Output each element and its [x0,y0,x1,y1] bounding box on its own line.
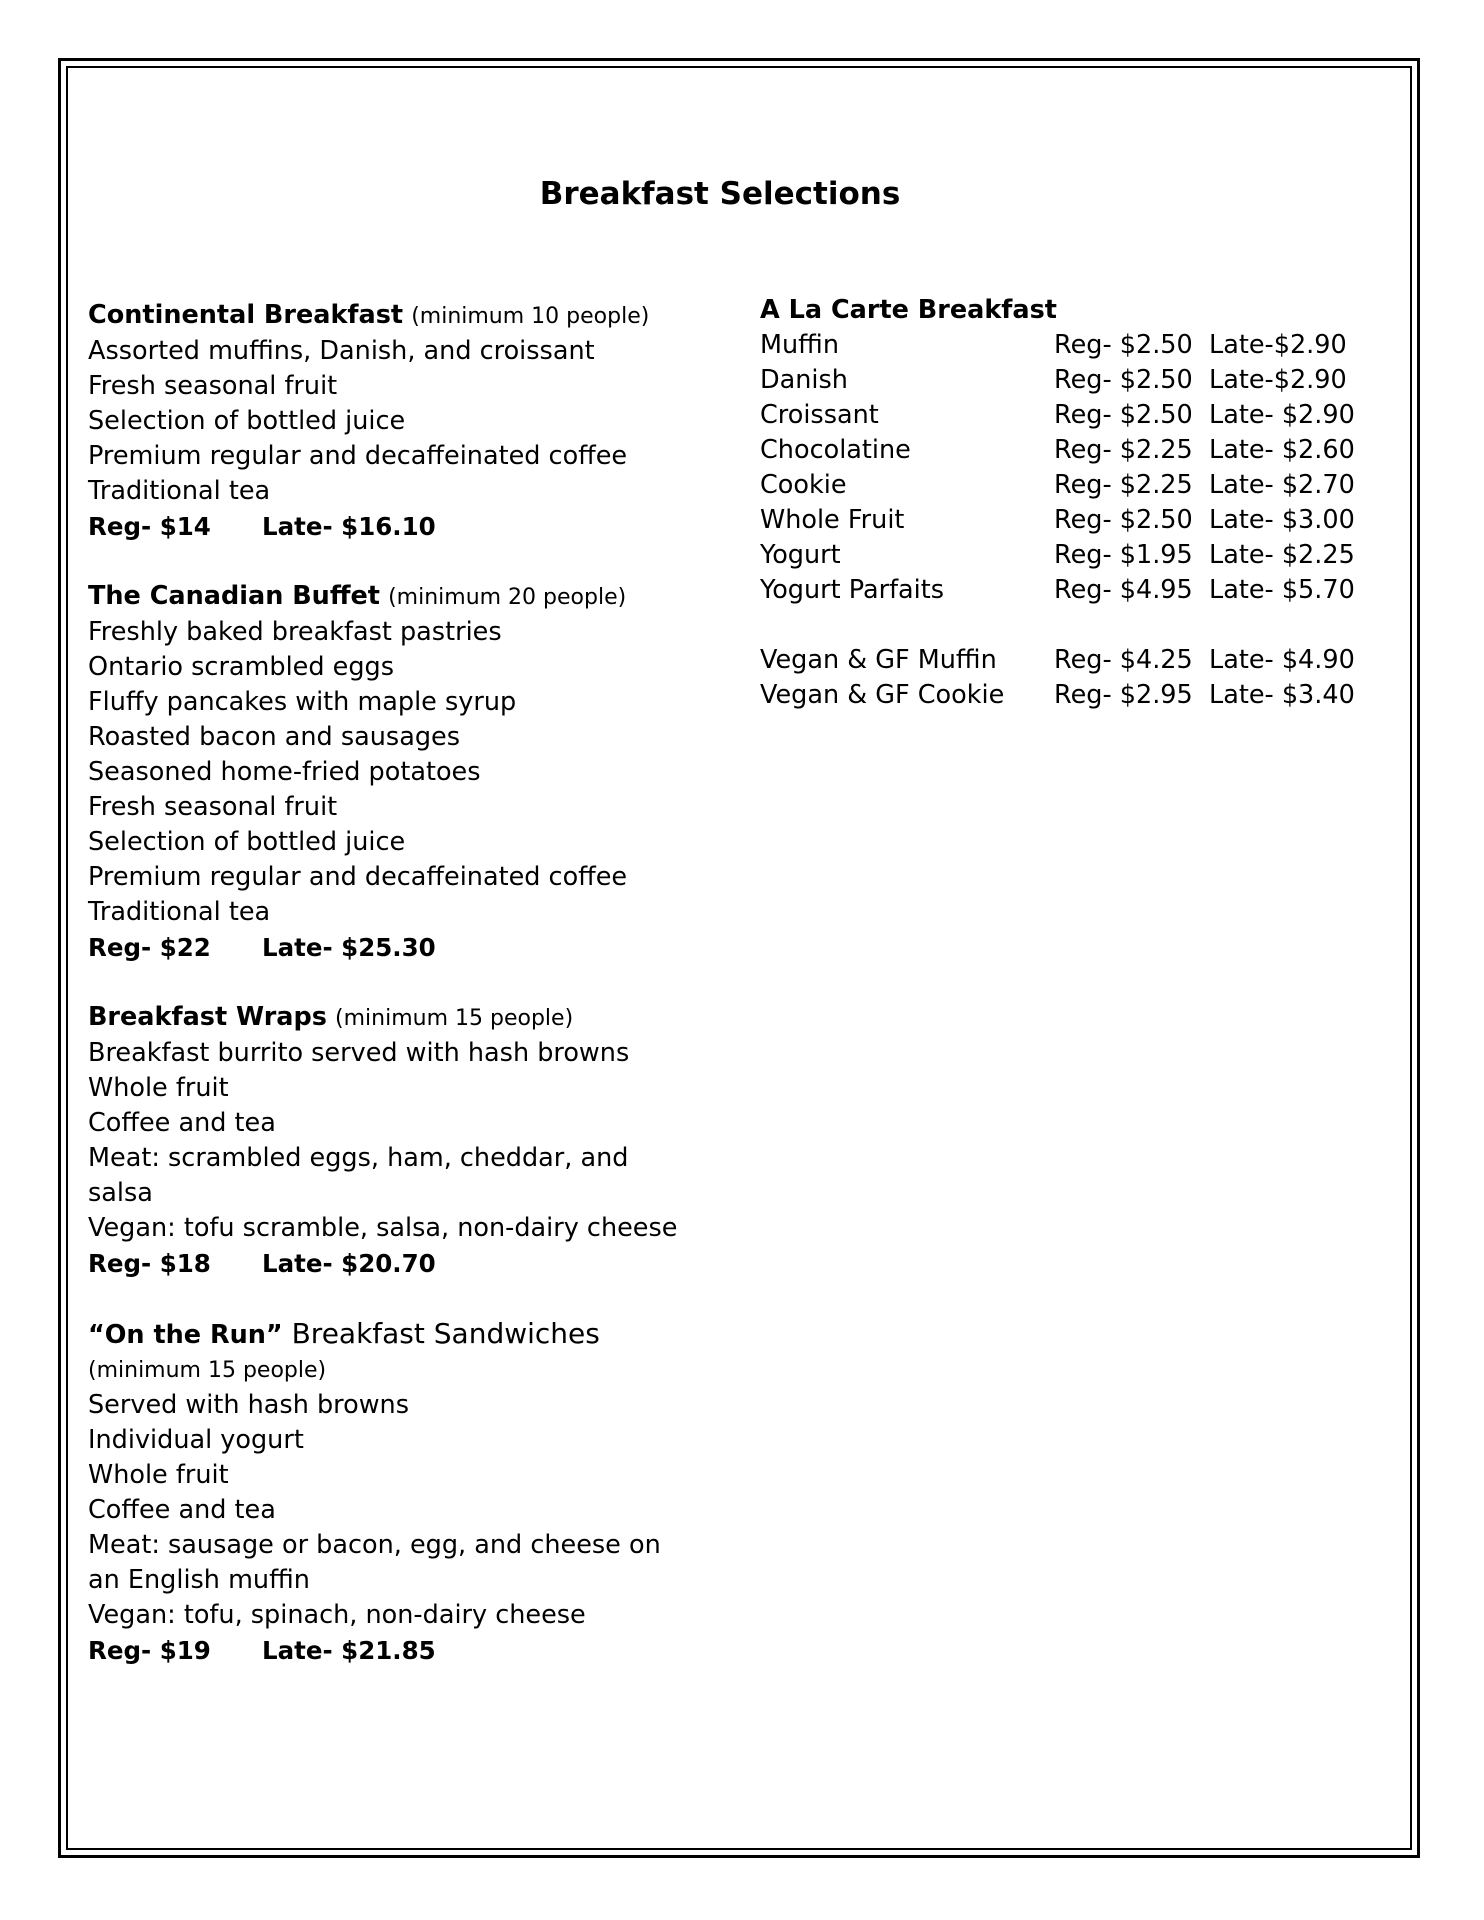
menu-item: Served with hash browns [88,1390,409,1420]
late-price: Late- $16.10 [262,512,436,541]
a-la-carte-column [760,293,1380,713]
late-price: Late- $4.90 [1209,645,1355,675]
regular-price: Reg- $19 [88,1636,211,1665]
late-price: Late- $3.40 [1209,680,1355,710]
price-row [88,509,708,544]
menu-item: Whole fruit [88,1073,229,1103]
menu-item: Selection of bottled juice [88,827,406,857]
late-price: Late- $2.70 [1209,470,1355,500]
late-price: Late-$2.90 [1209,330,1347,360]
menu-section-breakfast-wraps [88,1000,708,1281]
late-price: Late- $2.25 [1209,540,1355,570]
a-la-carte-row [760,573,1380,608]
section-minimum-note: (minimum 15 people) [88,1358,327,1383]
menu-item: Meat: scrambled eggs, ham, cheddar, and salsa [88,1143,629,1208]
regular-price: Reg- $2.50 [1054,400,1193,430]
regular-price: Reg- $2.95 [1054,680,1193,710]
section-minimum-note: (minimum 15 people) [335,1006,574,1031]
menu-item: Traditional tea [88,476,271,506]
menu-item: Individual yogurt [88,1425,304,1455]
a-la-carte-row [760,398,1380,433]
late-price: Late- $25.30 [262,933,436,962]
regular-price: Reg- $4.95 [1054,575,1193,605]
section-name: Continental Breakfast [88,300,404,330]
packages-column [88,298,708,1703]
section-name: The Canadian Buffet [88,581,380,611]
regular-price: Reg- $2.25 [1054,470,1193,500]
a-la-carte-row [760,678,1380,713]
menu-item: Meat: sausage or bacon, egg, and cheese on an English muffin [88,1530,661,1595]
menu-item: Coffee and tea [88,1108,276,1138]
a-la-carte-row [760,363,1380,398]
a-la-carte-row [760,643,1380,678]
a-la-carte-row [760,328,1380,363]
menu-section-on-the-run [88,1316,708,1668]
section-minimum-note: (minimum 10 people) [411,304,650,329]
late-price: Late- $2.60 [1209,435,1355,465]
late-price: Late-$2.90 [1209,365,1347,395]
price-row [88,1246,708,1281]
section-heading [88,579,708,615]
regular-price: Reg- $14 [88,512,211,541]
section-name-rest: Breakfast Sandwiches [282,1317,600,1350]
menu-item: Breakfast burrito served with hash browns [88,1038,630,1068]
late-price: Late- $2.90 [1209,400,1355,430]
section-heading [88,298,708,334]
a-la-carte-item: Muffin [760,330,839,360]
late-price: Late- $5.70 [1209,575,1355,605]
section-minimum-note: (minimum 20 people) [388,585,627,610]
menu-item: Vegan: tofu scramble, salsa, non-dairy cheese [88,1213,678,1243]
menu-item: Premium regular and decaffeinated coffee [88,862,628,892]
a-la-carte-heading: A La Carte Breakfast [760,295,1057,325]
menu-item: Selection of bottled juice [88,406,406,436]
regular-price: Reg- $1.95 [1054,540,1193,570]
menu-item: Assorted muffins, Danish, and croissant [88,336,595,366]
price-row [88,1633,708,1668]
late-price: Late- $20.70 [262,1249,436,1278]
regular-price: Reg- $2.50 [1054,365,1193,395]
menu-item: Fresh seasonal fruit [88,792,338,822]
regular-price: Reg- $18 [88,1249,211,1278]
a-la-carte-row [760,468,1380,503]
a-la-carte-item: Yogurt Parfaits [760,575,945,605]
section-name: “On the Run” [88,1320,283,1350]
a-la-carte-row [760,503,1380,538]
menu-item: Ontario scrambled eggs [88,652,394,682]
a-la-carte-item: Danish [760,365,848,395]
section-heading [88,1316,708,1353]
menu-item: Coffee and tea [88,1495,276,1525]
regular-price: Reg- $2.50 [1054,330,1193,360]
a-la-carte-item: Vegan & GF Cookie [760,680,1005,710]
menu-item: Vegan: tofu, spinach, non-dairy cheese [88,1600,586,1630]
a-la-carte-item: Croissant [760,400,879,430]
menu-item: Freshly baked breakfast pastries [88,617,502,647]
menu-item: Traditional tea [88,897,271,927]
a-la-carte-item: Vegan & GF Muffin [760,645,997,675]
menu-section-continental [88,298,708,544]
late-price: Late- $21.85 [262,1636,436,1665]
menu-item: Premium regular and decaffeinated coffee [88,441,628,471]
section-heading [88,1000,708,1036]
section-name: Breakfast Wraps [88,1002,327,1032]
a-la-carte-row [760,433,1380,468]
a-la-carte-item: Yogurt [760,540,841,570]
menu-item: Fresh seasonal fruit [88,371,338,401]
spacer [760,608,1380,643]
price-row [88,930,708,965]
menu-item: Whole fruit [88,1460,229,1490]
menu-item: Roasted bacon and sausages [88,722,460,752]
regular-price: Reg- $2.50 [1054,505,1193,535]
regular-price: Reg- $22 [88,933,211,962]
a-la-carte-item: Whole Fruit [760,505,905,535]
a-la-carte-item: Cookie [760,470,847,500]
menu-section-canadian-buffet [88,579,708,965]
menu-item: Seasoned home-fried potatoes [88,757,481,787]
page-title: Breakfast Selections [539,176,901,212]
menu-item: Fluffy pancakes with maple syrup [88,687,517,717]
a-la-carte-row [760,538,1380,573]
late-price: Late- $3.00 [1209,505,1355,535]
a-la-carte-item: Chocolatine [760,435,911,465]
regular-price: Reg- $4.25 [1054,645,1193,675]
regular-price: Reg- $2.25 [1054,435,1193,465]
